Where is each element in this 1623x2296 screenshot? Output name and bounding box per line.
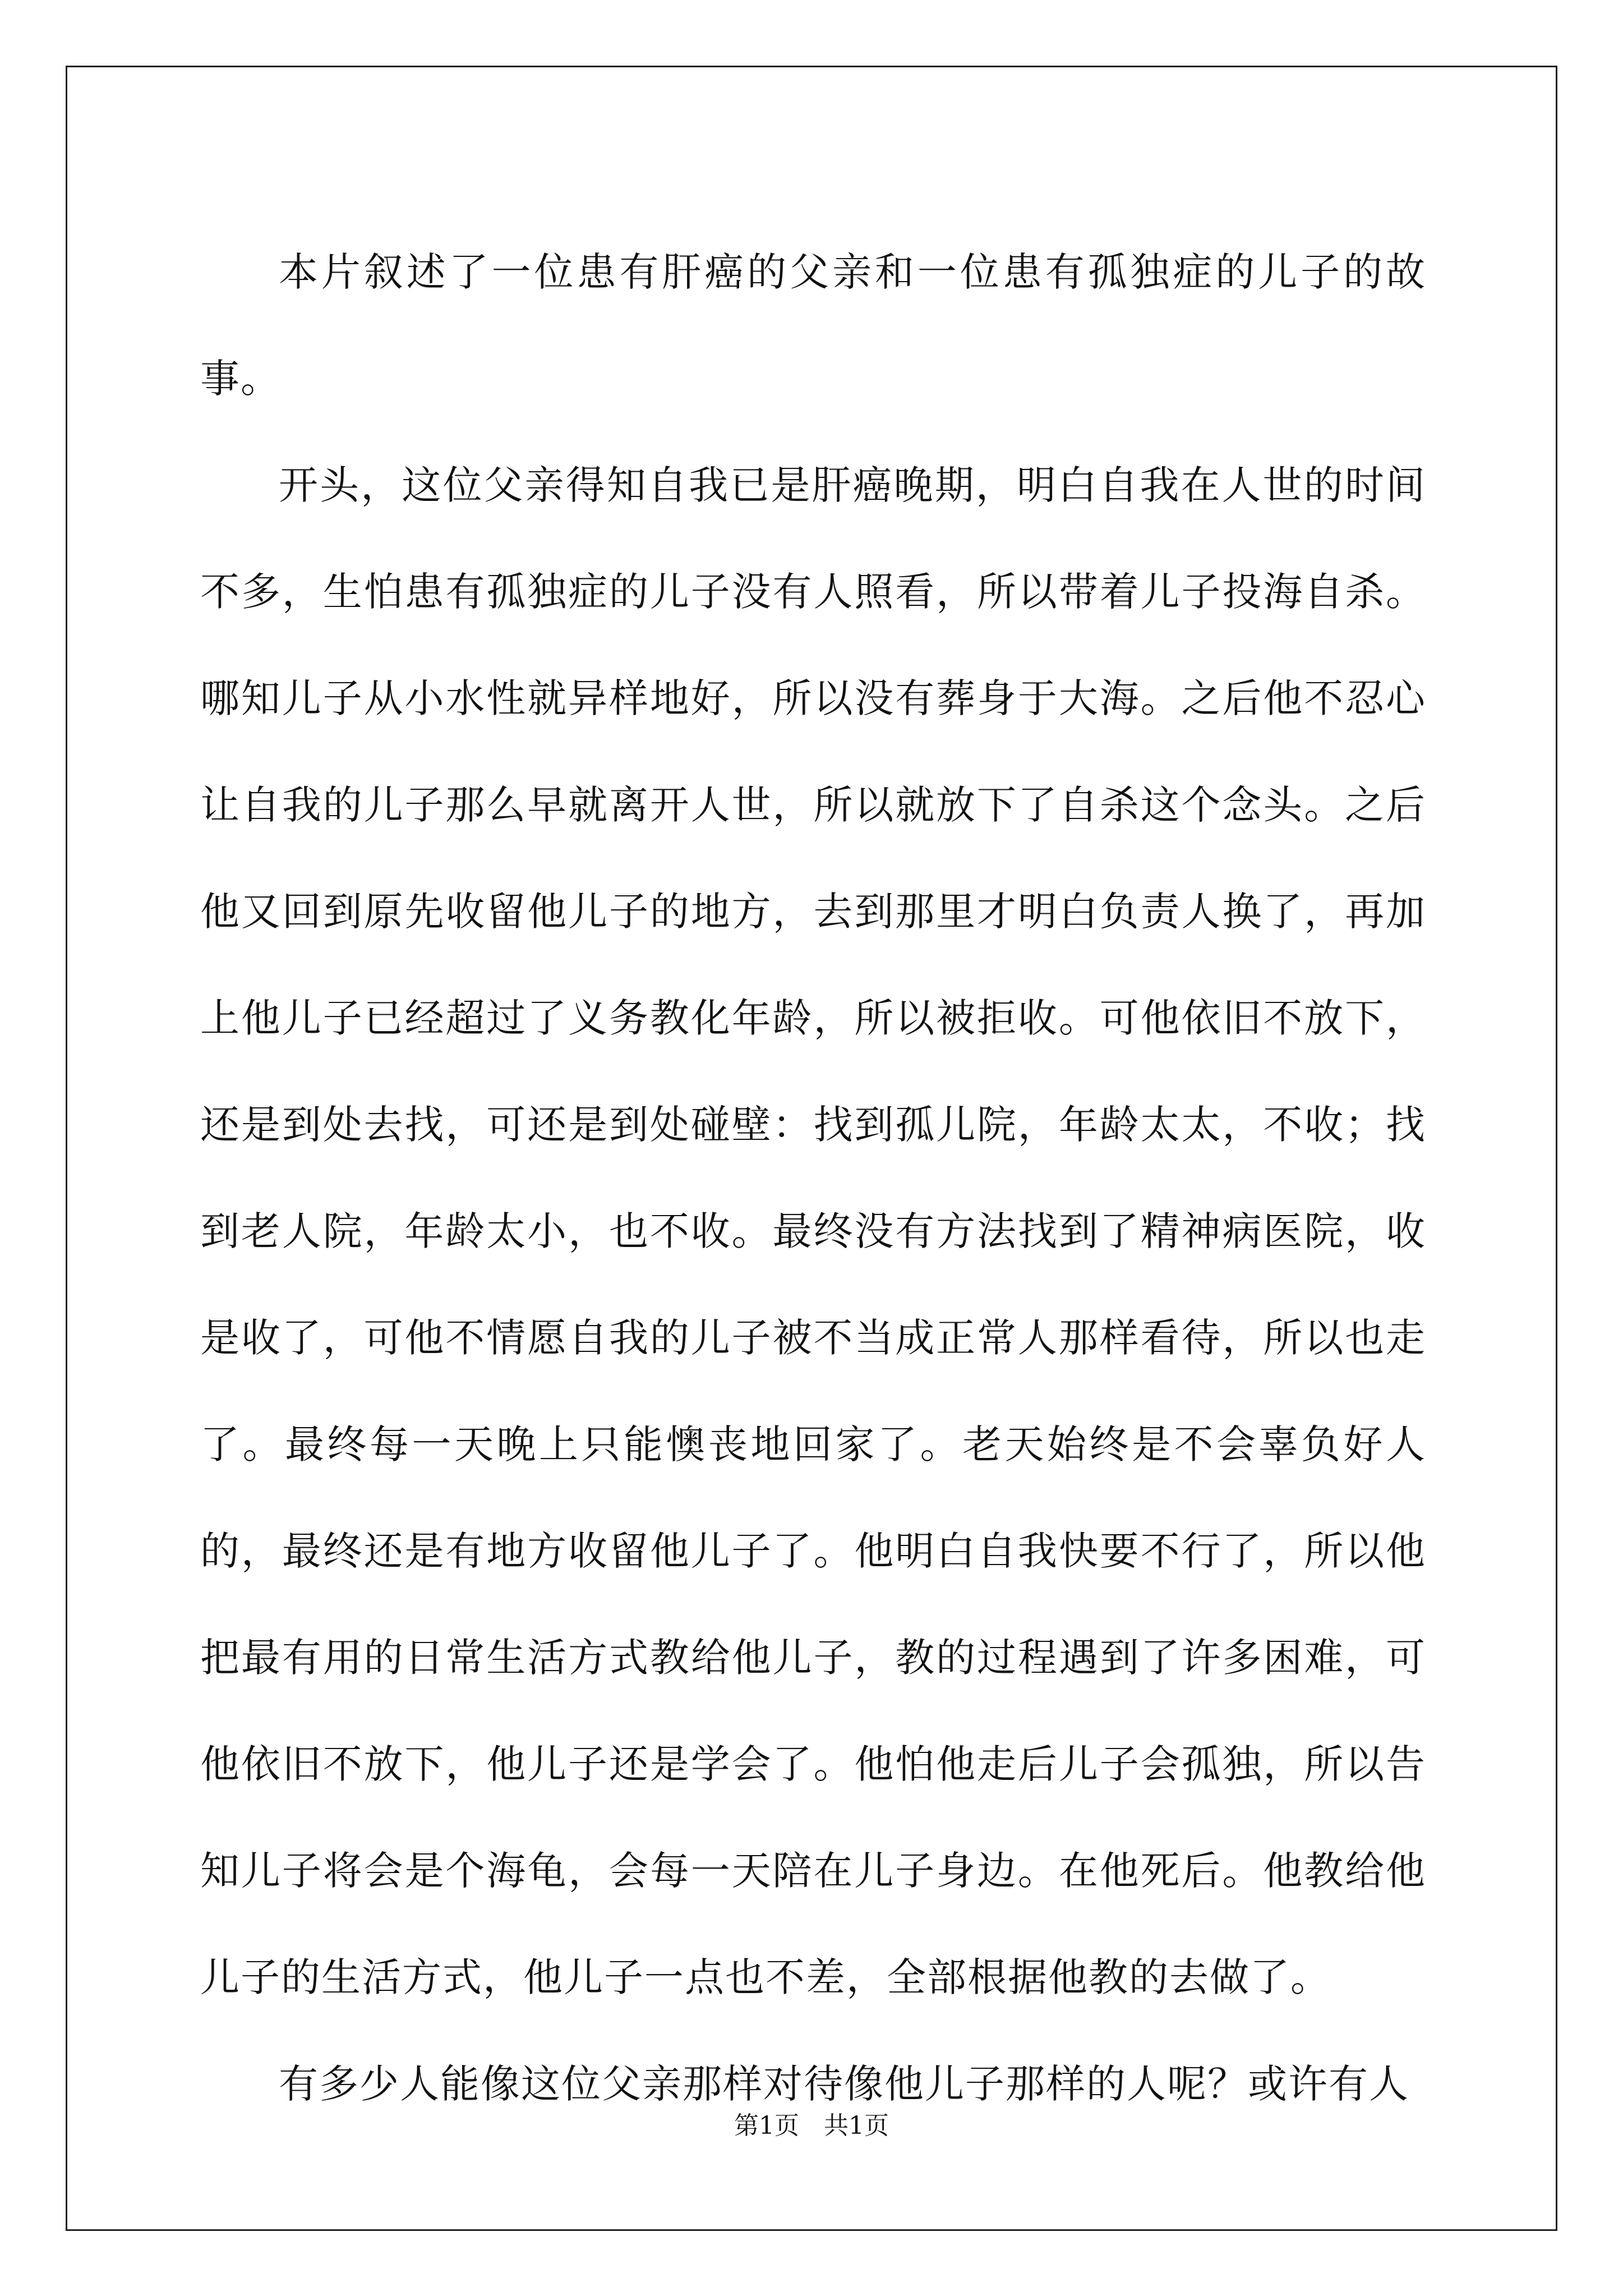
paragraph-1: 本片叙述了一位患有肝癌的父亲和一位患有孤独症的儿子的故事。 [200,249,1426,402]
paragraph-3: 有多少人能像这位父亲那样对待像他儿子那样的人呢？或许有人 [279,2061,1409,2107]
paragraph-2: 开头，这位父亲得知自我已是肝癌晚期，明白自我在人世的时间不多，生怕患有孤独症的儿子没有人照看，所以带着儿子投海自杀。哪知儿子从小水性就异样地好，所以没有葬身于大海。之后他不忍心让自我的儿子那么早就离开人世，所以就放下了自杀这个念头。之后他又回到原先收留他儿子的地方，去到那里才明白负责人换了，再加上他儿子已经超过了义务教化年龄，所以被拒收。可他依旧不放下，还是到处去找，可还是到处碰壁：找到孤儿院，年龄太太，不收；找到老人院，年龄太小，也不收。最终没有方法找到了精神病医院，收是收了，可他不情愿自我的儿子被不当成正常人那样看待，所以也走了。最终每一天晚上只能懊丧地回家了。老天始终是不会辜负好人的，最终还是有地方收留他儿子了。他明白自我快要不行了，所以他把最有用的日常生活方式教给他儿子，教的过程遇到了许多困难，可他依旧不放下，他儿子还是学会了。他怕他走后儿子会孤独，所以告知儿子将会是个海龟，会每一天陪在儿子身边。在他死后。他教给他儿子的生活方式，他儿子一点也不差，全部根据他教的去做了。 [200,462,1426,2000]
page-number-footer: 第1页 共1页 [734,2111,889,2140]
document-body [200,219,1426,2137]
